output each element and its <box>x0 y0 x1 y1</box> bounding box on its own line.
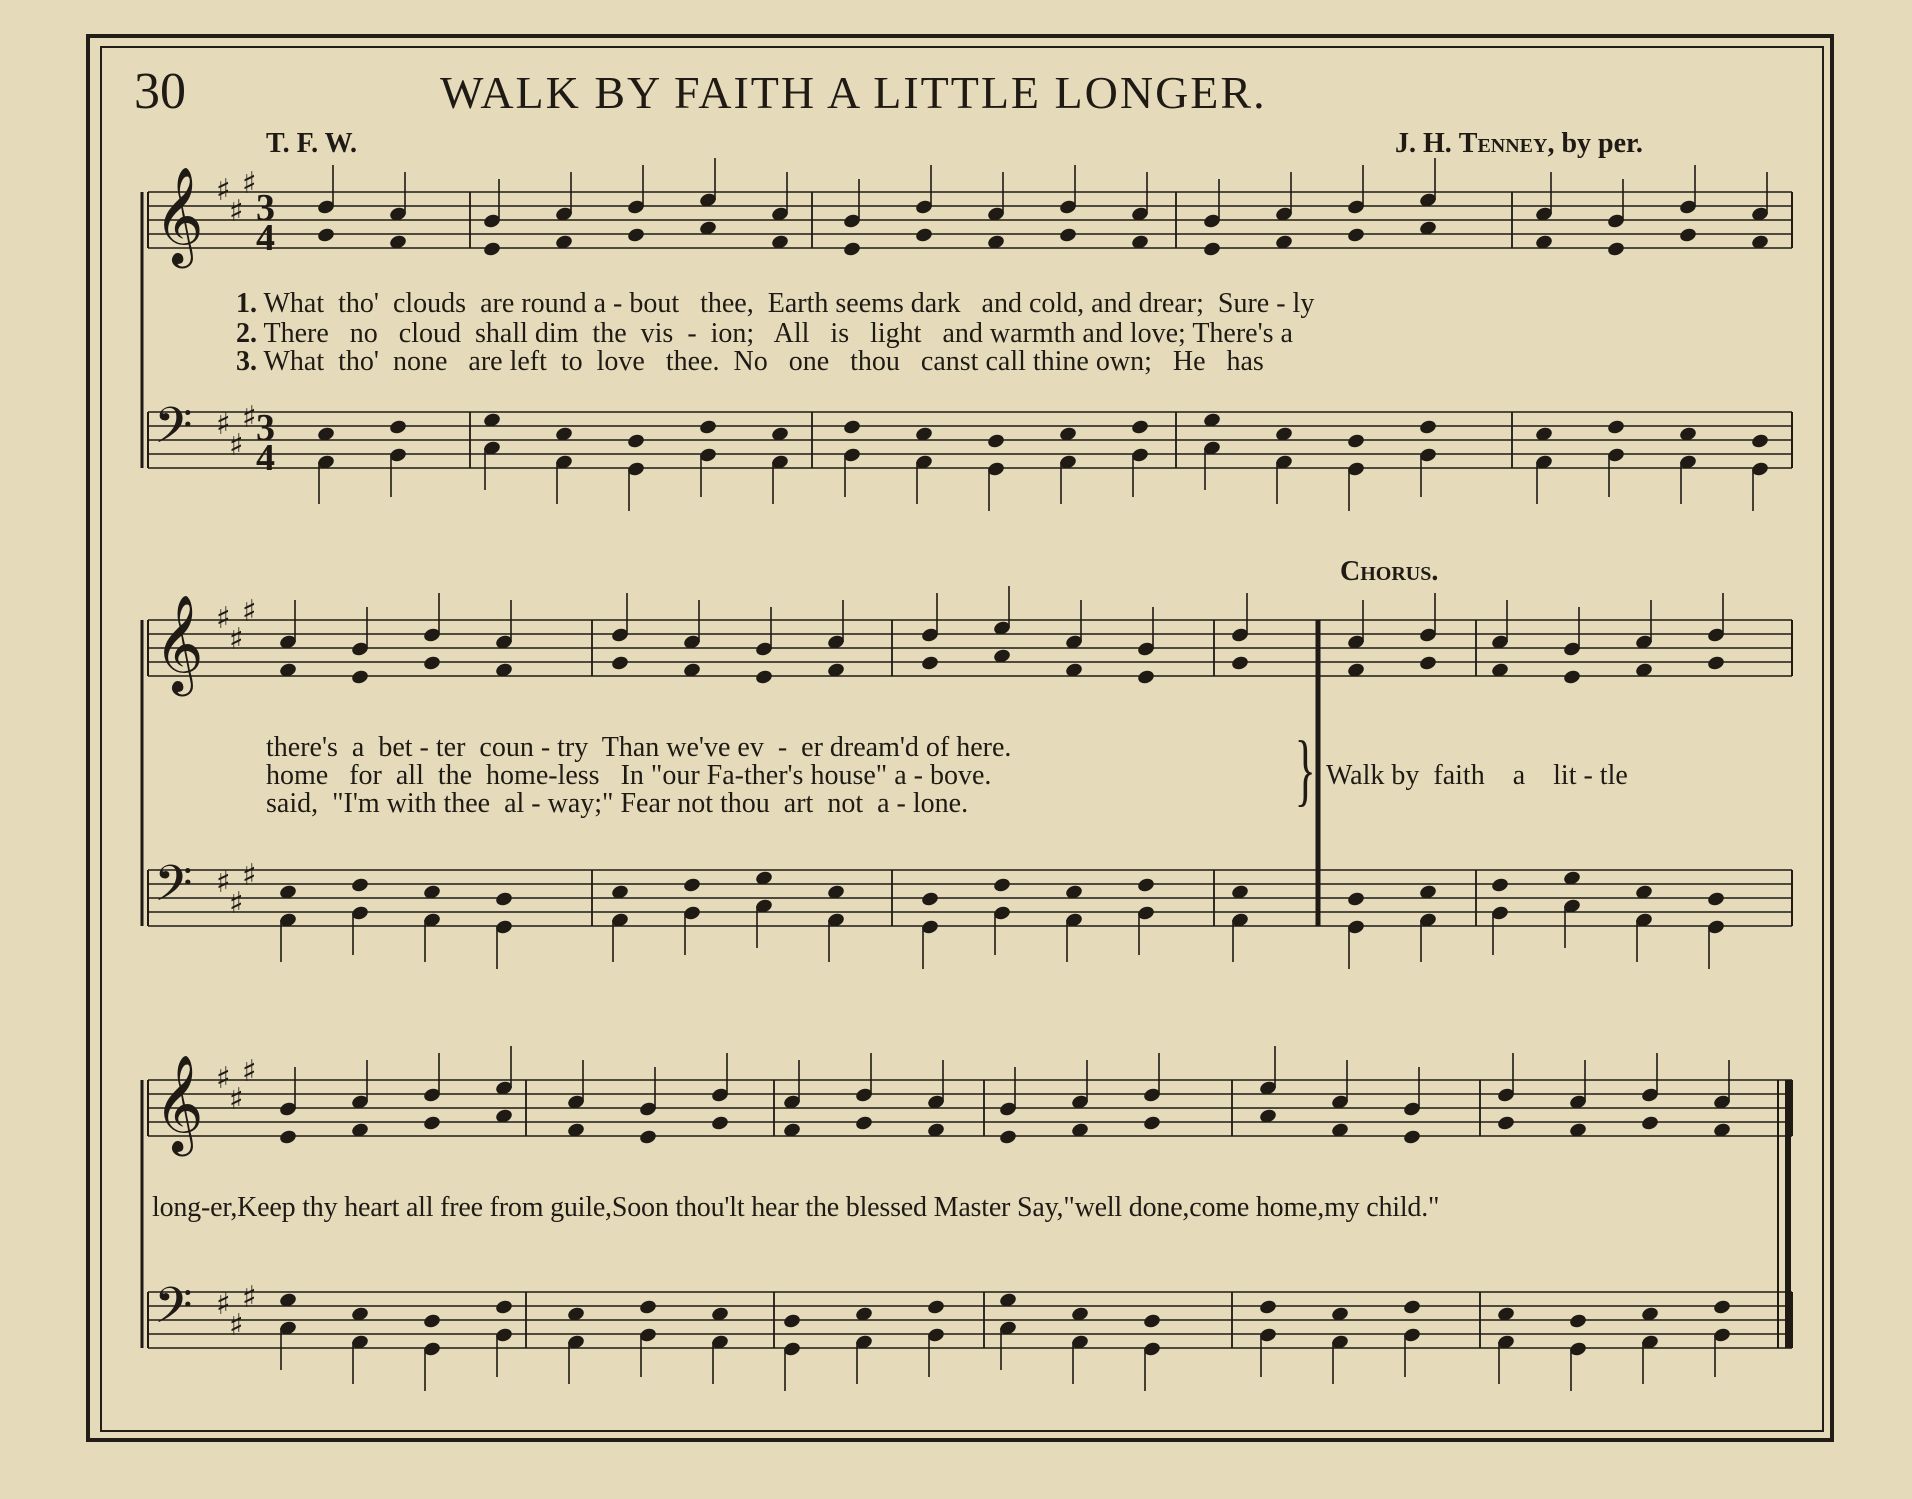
note-head <box>494 1299 513 1316</box>
note-head <box>1136 669 1155 686</box>
note-head <box>998 1129 1017 1146</box>
bass-clef-icon: 𝄢 <box>154 855 193 925</box>
note-head <box>1346 433 1365 450</box>
note-head <box>1678 227 1697 244</box>
composer-credit: J. H. Tenney, by per. <box>1395 128 1643 159</box>
note-head <box>754 669 773 686</box>
note-head <box>1750 433 1769 450</box>
note-head <box>920 891 939 908</box>
note-head <box>626 433 645 450</box>
note-head <box>1606 241 1625 258</box>
sharp-icon: ♯ <box>216 1287 231 1322</box>
verse-3-line-1: 3. What tho' none are left to love thee. No one thou canst call thine own; He has <box>236 346 1264 377</box>
time-signature-bottom: 4 <box>256 437 275 479</box>
hymn-title: WALK BY FAITH A LITTLE LONGER. <box>440 67 1267 118</box>
bass-clef-icon: 𝄢 <box>154 397 193 467</box>
note-head <box>1490 877 1509 894</box>
note-head <box>1142 1313 1161 1330</box>
sharp-icon: ♯ <box>242 858 257 893</box>
note-head <box>1640 1115 1659 1132</box>
note-head <box>1706 891 1725 908</box>
sharp-icon: ♯ <box>242 400 257 435</box>
note-head <box>926 1299 945 1316</box>
sharp-icon: ♯ <box>242 1280 257 1315</box>
note-head <box>422 1313 441 1330</box>
note-head <box>626 227 645 244</box>
note-head <box>494 891 513 908</box>
note-head <box>1418 419 1437 436</box>
sharp-icon: ♯ <box>229 1308 244 1343</box>
sharp-icon: ♯ <box>216 865 231 900</box>
note-head <box>610 655 629 672</box>
note-head <box>1706 655 1725 672</box>
treble-clef-icon: 𝄞 <box>154 594 204 692</box>
note-head <box>1130 419 1149 436</box>
sharp-icon: ♯ <box>216 1061 231 1096</box>
note-head <box>1562 669 1581 686</box>
sharp-icon: ♯ <box>229 886 244 921</box>
sharp-icon: ♯ <box>242 166 257 201</box>
sharp-icon: ♯ <box>216 407 231 442</box>
note-head <box>350 669 369 686</box>
sharp-icon: ♯ <box>229 428 244 463</box>
verse-brace: } <box>1294 726 1316 814</box>
note-head <box>388 419 407 436</box>
time-signature-top: 3 <box>256 407 275 449</box>
note-head <box>1496 1115 1515 1132</box>
chorus-lyric-line-1: Walk by faith a lit - tle <box>1326 760 1628 791</box>
bass-clef-icon: 𝄢 <box>154 1277 193 1347</box>
sharp-icon: ♯ <box>229 622 244 657</box>
sharp-icon: ♯ <box>229 1082 244 1117</box>
note-head <box>1346 891 1365 908</box>
note-head <box>278 1129 297 1146</box>
time-signature-top: 3 <box>256 187 275 229</box>
note-head <box>1202 241 1221 258</box>
note-head <box>842 241 861 258</box>
note-head <box>992 877 1011 894</box>
note-head <box>854 1115 873 1132</box>
verse-1-line-2: there's a bet - ter coun - try Than we've ev - er dream'd of here. <box>266 732 1012 763</box>
note-head <box>638 1129 657 1146</box>
note-head <box>482 241 501 258</box>
chorus-lyric-line-2: long-er,Keep thy heart all free from guile,Soon thou'lt hear the blessed Master Say,"well done,come home,my child." <box>152 1192 1440 1223</box>
note-head <box>638 1299 657 1316</box>
treble-clef-icon: 𝄞 <box>154 166 204 264</box>
sharp-icon: ♯ <box>242 594 257 629</box>
note-head <box>422 655 441 672</box>
verse-2-line-1: 2. There no cloud shall dim the vis - ion; All is light and warmth and love; There's a <box>236 318 1293 349</box>
note-head <box>1136 877 1155 894</box>
note-head <box>1230 655 1249 672</box>
note-head <box>1606 419 1625 436</box>
verse-1-line-1: 1. What tho' clouds are round a - bout thee, Earth seems dark and cold, and drear; Sure - ly <box>236 288 1315 319</box>
chorus-label: Chorus. <box>1340 556 1439 587</box>
note-head <box>920 655 939 672</box>
sharp-icon: ♯ <box>242 1054 257 1089</box>
sharp-icon: ♯ <box>229 194 244 229</box>
note-head <box>316 227 335 244</box>
sharp-icon: ♯ <box>216 173 231 208</box>
note-head <box>1402 1129 1421 1146</box>
note-head <box>422 1115 441 1132</box>
verse-3-line-2: said, "I'm with thee al - way;" Fear not thou art not a - lone. <box>266 788 969 819</box>
lyricist-credit: T. F. W. <box>266 128 358 159</box>
note-head <box>710 1115 729 1132</box>
note-head <box>1346 227 1365 244</box>
verse-2-line-2: home for all the home-less In "our Fa-ther's house" a - bove. <box>266 760 992 791</box>
note-head <box>1258 1299 1277 1316</box>
note-head <box>1418 655 1437 672</box>
time-signature-bottom: 4 <box>256 217 275 259</box>
note-head <box>914 227 933 244</box>
note-head <box>986 433 1005 450</box>
note-head <box>782 1313 801 1330</box>
note-head <box>1568 1313 1587 1330</box>
note-head <box>350 877 369 894</box>
note-head <box>1402 1299 1421 1316</box>
note-head <box>1058 227 1077 244</box>
sharp-icon: ♯ <box>216 601 231 636</box>
note-head <box>682 877 701 894</box>
page-number: 30 <box>134 63 186 120</box>
note-head <box>842 419 861 436</box>
note-head <box>1142 1115 1161 1132</box>
note-head <box>1712 1299 1731 1316</box>
treble-clef-icon: 𝄞 <box>154 1054 204 1152</box>
note-head <box>698 419 717 436</box>
